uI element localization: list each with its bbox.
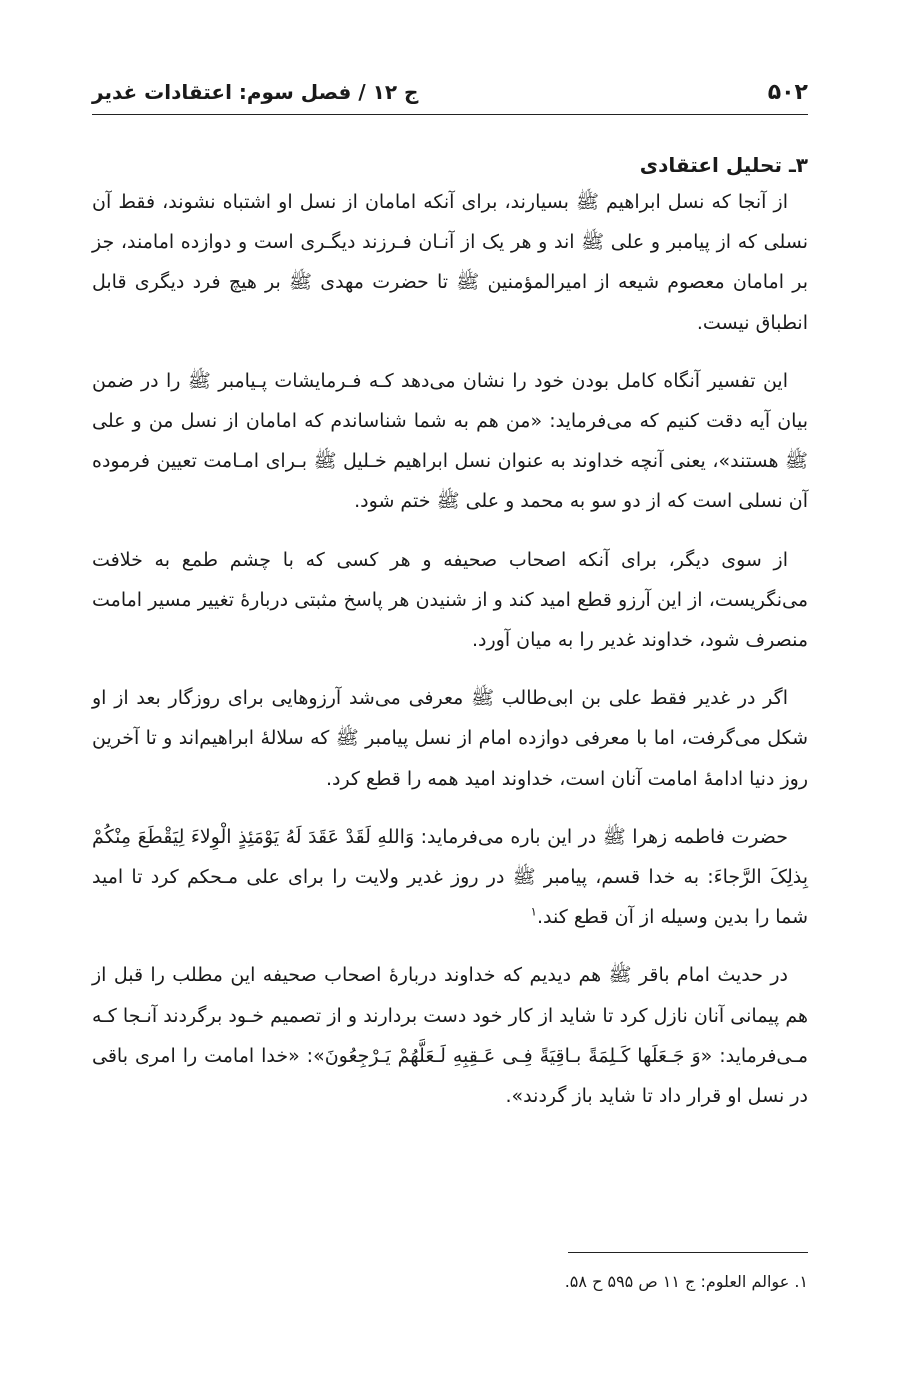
quote-paragraph — [92, 817, 808, 938]
paragraph-4: اگر در غدیر فقط علی بن ابی‌طالب ﷺ معرفی می‌شد آرزوهایی برای روزگار بعد از او شکل می‌گرفت، اما با معرفی دوازده امام از نسل پیامبر ﷺ که سلالهٔ ابراهیم‌اند و تا آخرین روز دنیا ادامهٔ امامت آنان است، خداوند امید همه را قطع کرد. — [92, 687, 808, 790]
paragraph-3: از سوی دیگر، برای آنکه اصحاب صحیفه و هر کسی که با چشم طمع به خلافت می‌نگریست، از این آرزو قطع امید کند و از شنیدن هر پاسخ مثبتی دربارهٔ تغییر مسیر امامت منصرف شود، خداوند غدیر را به میان آورد. — [92, 548, 808, 652]
paragraph-2: این تفسیر آنگاه کامل بودن خود را نشان می‌دهد کـه فـرمایشات پـیامبر ﷺ را در ضمن بیان آیه دقت کنیم که می‌فرماید: «من هم به شما شناساندم که امامان از نسل من و علی ﷺ هستند»، یعنی آنچه خداوند به عنوان نسل ابراهیم خـلیل ﷺ بـرای امـامت تعیین فرموده آن نسلی است که از دو سو به محمد و علی ﷺ ختم شود. — [92, 369, 808, 513]
footnote-reference[interactable]: ۱ — [530, 904, 537, 919]
section-heading: ۳ـ تحلیل اعتقادی — [639, 153, 808, 177]
quote-paragraph-text: حضرت فاطمه زهرا ﷺ در این باره می‌فرماید: وَاللهِ لَقَدْ عَقَدَ لَهُ یَوْمَئِذٍ الْوِلاءَ لِیَقْطَعَ مِنْکُمْ بِذلِکَ الرَّجاءَ: به خدا قسم، پیامبر ﷺ در روز غدیر ولایت را برای علی مـحکم کرد تا امید شما را بدین وسیله از آن قطع کند. — [92, 825, 808, 929]
footnote: ۱. عوالم العلوم: ج ۱۱ ص ۵۹۵ ح ۵۸. — [564, 1272, 808, 1291]
page-body — [92, 148, 808, 1134]
paragraph-1: از آنجا که نسل ابراهیم ﷺ بسیارند، برای آنکه امامان از نسل او اشتباه نشوند، فقط آن نسلی که از پیامبر و علی ﷺ اند و هر یک از آنـان فـرزند دیگـری است و دوازده امامند، جز بر امامان معصوم شیعه از امیرالمؤمنین ﷺ تا حضرت مهدی ﷺ بر هیچ فرد دیگری قابل انطباق نیست. — [92, 191, 808, 334]
paragraph-6: در حدیث امام باقر ﷺ هم دیدیم که خداوند دربارهٔ اصحاب صحیفه این مطلب را قبل از هم پیمانی آنان نازل کرد تا شاید از کار خود دست بردارند و از تصمیم خـود برگردند آنـجا کـه مـی‌فرماید: «وَ جَـعَلَها کَـلِمَةً بـاقِیَةً فِـی عَـقِبِهِ لَـعَلَّهُمْ یَـرْجِعُونَ»: «خدا امامت را امری باقی در نسل او قرار داد تا شاید باز گردند». — [92, 964, 808, 1108]
page-header — [92, 70, 808, 115]
footnote-divider — [568, 1252, 808, 1253]
running-title: ج ۱۲ / فصل سوم: اعتقادات غدیر — [92, 80, 419, 104]
page-number: ۵۰۲ — [767, 79, 808, 105]
